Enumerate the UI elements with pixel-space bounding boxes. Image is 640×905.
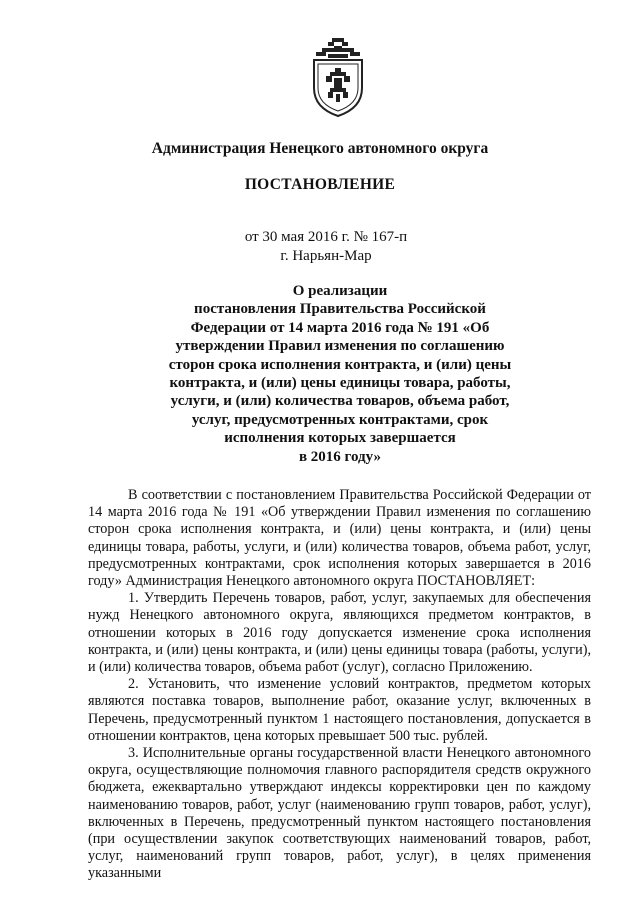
document-body xyxy=(88,487,591,883)
title-line: в 2016 году» xyxy=(298,448,382,465)
title-line: услуги, и (или) количества товаров, объема работ, xyxy=(170,393,510,410)
body-paragraph-1: 1. Утвердить Перечень товаров, работ, услуг, закупаемых для обеспечения нужд Ненецкого автономного округа, являющихся предметом контрактов, в отношении которых в 2016 году допускается изменение срока исполнения контракта, и (или) цены контракта, и (или) цены единицы товара (работы, услуги), и (или) количества товаров, объема работ (услуг), согласно Приложению. xyxy=(88,590,591,676)
title-line: исполнения которых завершается xyxy=(224,430,456,447)
title-line: контракта, и (или) цены единицы товара, работы, xyxy=(169,375,511,392)
document-title xyxy=(160,282,520,466)
title-line: сторон срока исполнения контракта, и (или) цены xyxy=(168,356,512,373)
document-city: г. Нарьян-Мар xyxy=(280,248,372,264)
organization-name: Администрация Ненецкого автономного округа xyxy=(151,140,489,157)
coat-of-arms-icon xyxy=(308,36,368,118)
document-type: ПОСТАНОВЛЕНИЕ xyxy=(244,176,396,193)
title-line: О реализации xyxy=(292,283,388,299)
title-line: постановления Правительства Российской xyxy=(194,301,486,318)
title-line: Федерации от 14 марта 2016 года № 191 «Об xyxy=(190,319,490,336)
title-line: утверждении Правил изменения по соглашению xyxy=(175,338,505,355)
body-paragraph-3: 3. Исполнительные органы государственной власти Ненецкого автономного округа, осуществляющие полномочия главного распорядителя средств окружного бюджета, ежеквартально утверждают индексы корректировки цен по каждому наименованию товаров, работ, услуг (наименованию групп товаров, работ, услуг), включенных в Перечень, предусмотренный пунктом настоящего постановления (при осуществлении закупок соответствующих наименований товаров, работ, услуг, наименований групп товаров, работ, услуг), в целях применения указанными xyxy=(88,745,591,882)
document-date-number: от 30 мая 2016 г. № 167-п xyxy=(244,229,408,245)
body-paragraph-preamble: В соответствии с постановлением Правительства Российской Федерации от 14 марта 2016 года № 191 «Об утверждении Правил изменения по соглашению сторон срока исполнения контракта, и (или) цены контракта, и (или) цены единицы товара, работы, услуги, и (или) количества товаров, объема работ, услуг, предусмотренных контрактами, срок исполнения которых завершается в 2016 году» Администрация Ненецкого автономного округа ПОСТАНОВЛЯЕТ: xyxy=(88,487,591,590)
body-paragraph-2: 2. Установить, что изменение условий контрактов, предметом которых являются поставка товаров, выполнение работ, оказание услуг, включенных в Перечень, предусмотренный пунктом 1 настоящего постановления, допускается в отношении контрактов, цена которых превышает 500 тыс. рублей. xyxy=(88,676,591,744)
title-line: услуг, предусмотренных контрактами, срок xyxy=(191,411,489,428)
